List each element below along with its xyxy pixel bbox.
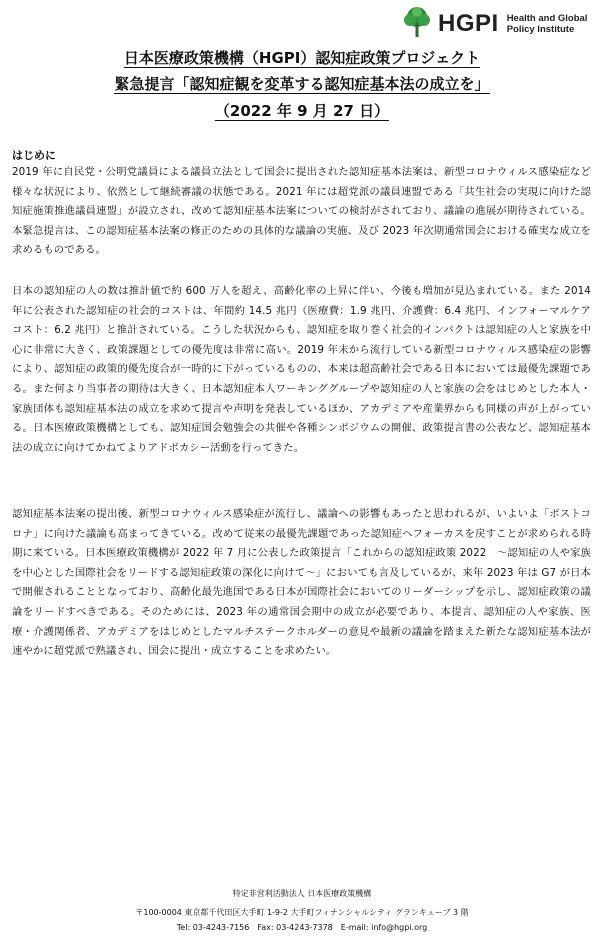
logo-mark: HGPI [438,10,499,37]
title-line-2-text: 緊急提言「認知症観を変革する認知症基本法の成立を」 [114,75,490,93]
hgpi-logo [400,6,596,42]
logo-org-name [507,13,588,35]
paragraph-2: 日本の認知症の人の数は推計値で約 600 万人を超え、高齢化率の上昇に伴い、今後も増加が見込まれている。また 2014 年に公表された認知症の社会的コストは、年間約 14.5 兆円（医療費：1.9 兆円、介護費：6.4 兆円、インフォーマルケアコスト：6.2 兆円）と推計されている。こうした状況からも、認知症を取り巻く社会的インパクトは認知症の人と家族を中心に非常に大きく、政策課題としての優先度は非常に高い。2019 年末から流行している新型コロナウィルス感染症の影響により、認知症の政策的優先度合が一時的に下がっているものの、本来は超高齢社会である日本においては最優先課題である。また何より当事者の期待は大きく、日本認知症本人ワーキンググループや認知症の人と家族の会をはじめとした本人・家族団体も認知症基本法の成立を求めて提言や声明を発表しているほか、アカデミアや産業界からも同様の声が上がっている。日本医療政策機構としても、認知症国会勉強会の共催や各種シンポジウムの開催、政策提言書の公表など、認知症基本法の成立に向けてかねてよりアドボカシー活動を行ってきた。 [12,285,591,454]
title-line-2 [0,74,604,94]
paragraph-1: 2019 年に自民党・公明党議員による議員立法として国会に提出された認知症基本法案は、新型コロナウィルス感染症など様々な状況により、依然として継続審議の状態である。2021 年には超党派の議員連盟である「共生社会の実現に向けた認知症施策推進議員連盟」が設立され、改めて認知症基本法案についての検討がされており、議論の進展が期待されている。本緊急提言は、この認知症基本法案の修正のための具体的な議論の実施、及び 2023 年次期通常国会における確実な成立を求めるものである。 [12,166,591,257]
footer-org: 特定非営利活動法人 日本医療政策機構 [232,889,372,898]
title-date [0,101,604,121]
footer-address: 〒100-0004 東京都千代田区大手町 1-9-2 大手町フィナンシャルシティ グランキューブ 3 階 [135,908,469,917]
logo-org-line2: Policy Institute [506,24,575,35]
title-line-1 [0,48,604,68]
title-line-1-text: 日本医療政策機構（HGPI）認知症政策プロジェクト [123,49,481,67]
tree-icon [400,5,434,43]
title-date-text: （2022 年 9 月 27 日） [214,102,390,120]
section-heading: はじめに [12,149,56,162]
logo-org-line1: Health and Global [506,13,588,24]
paragraph-3: 認知症基本法案の提出後、新型コロナウィルス感染症が流行し、議論への影響もあったと思われるが、いよいよ「ポストコロナ」に向けた議論も高まってきている。改めて従来の最優先課題であった認知症へフォーカスを戻すことが求められる時期に来ている。日本医療政策機構が 2022 年 7 月に公表した政策提言「これからの認知症政策 2022 ～認知症の人や家族を中心とした国際社会をリードする認知症政策の深化に向けて～」においても言及しているが、来年 2023 年は G7 が日本で開催されることとなっており、高齢化最先進国である日本が国際社会においてのリーダーシップを示し、認知症政策の議論をリードすべきである。そのためには、2023 年の通常国会期中の成立が必要であり、本提言、認知症の人や家族、医療・介護関係者、アカデミアをはじめとしたマルチステークホルダーの意見や最新の議論を踏まえた新たな認知症基本法が速やかに超党派で熟議され、国会に提出・成立することを求めたい。 [12,508,591,658]
footer-contact: Tel: 03-4243-7156 Fax: 03-4243-7378 E-mail: info@hgpi.org [176,923,428,932]
